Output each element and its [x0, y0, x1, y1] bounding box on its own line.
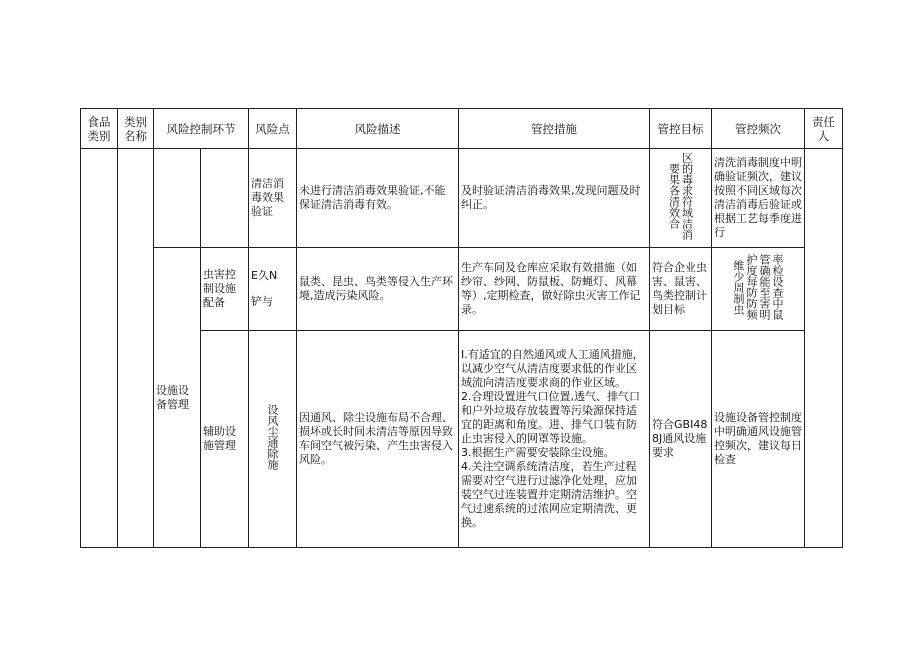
cell-stage1-facility: 设施设备管理: [154, 248, 201, 548]
row-pest: [81, 248, 843, 331]
cell-frequency-cleaning: 清洗消毒制度中明确验证频次，建议按照不同区域每次清洁消毒后验证或根据工艺每季度进行: [712, 149, 805, 248]
header-row: [81, 109, 843, 149]
point-pest-line-a: E久N: [251, 269, 278, 282]
cell-stage2-aux: 辅助设施管理: [201, 331, 249, 548]
cell-stage2-pest: 虫害控制设施配备: [201, 248, 249, 331]
frequency-pest-text: 率检设查中鼠管确能至害明护度每防防频维少周制虫: [732, 254, 784, 320]
header-risk-desc: 风险描述: [297, 109, 459, 149]
target-cleaning-text: 区的毒求符域洁消要果各清效合: [667, 152, 694, 240]
header-risk-point: 风险点: [249, 109, 297, 149]
header-category-name: 类别 名称: [118, 109, 154, 149]
row-cleaning: [81, 149, 843, 248]
cell-stage1-cleaning: [154, 149, 201, 248]
cell-food-category: [81, 149, 118, 548]
cell-point-aux: [249, 331, 297, 548]
cell-measure-pest: 生产车间及仓库应采取有效措施（如纱帘、纱网、防鼠板、防蝇灯、风幕等）,定期检查，做好除虫灭害工作记录。: [459, 248, 650, 331]
cell-point-cleaning: 清洁消毒效果验证: [249, 149, 297, 248]
cell-desc-aux: 因通风、除尘设施布局不合理、损坏或长时间未清洁等原因导致车间空气被污染、产生虫害侵入风险。: [297, 331, 459, 548]
risk-control-table: [80, 108, 843, 548]
point-pest-line-b: 铲与: [251, 295, 273, 308]
cell-stage2-cleaning: [201, 149, 249, 248]
cell-desc-pest: 鼠类、昆虫、鸟类等侵入生产环境,造成污染风险。: [297, 248, 459, 331]
cell-measure-aux: I.有适宜的自然通风或人工通风措施，以减少空气从清洁度要求低的作业区域流向清洁度要求商的作业区域。 2.合理设置进气口位置,透气、排气口和户外垃圾存放装置等污染源保持适宜的距离和角度。进、排气口装有防止虫害侵入的网罩等设施。 3.根据生产需要安装除尘设施。 4.关注空调系统清洁度，若生产过程需要对空气进行过滤净化处理，应加装空气过连装置并定期清洁维护。空气过速系统的过浓网应定期清洗、更换。: [459, 331, 650, 548]
point-aux-text: 设风尘通除施: [266, 404, 279, 470]
cell-desc-cleaning: 未进行清洁消毒效果验证,不能保证清洁消毒有效。: [297, 149, 459, 248]
header-owner: 责任人: [805, 109, 843, 149]
header-food-category: 食品 类别: [81, 109, 118, 149]
cell-category-name: [118, 149, 154, 548]
cell-frequency-aux: 设施设备管控制度中明确通风设施管控频次，建议每日检查: [712, 331, 805, 548]
cell-target-cleaning: [650, 149, 712, 248]
cell-owner: [805, 149, 843, 548]
header-measures: 管控措施: [459, 109, 650, 149]
cell-frequency-pest: [712, 248, 805, 331]
cell-target-pest: 符合企业虫害、鼠害、鸟类控制计划目标: [650, 248, 712, 331]
header-target: 管控目标: [650, 109, 712, 149]
header-frequency: 管控频次: [712, 109, 805, 149]
header-risk-stage: 风险控制环节: [154, 109, 249, 149]
cell-measure-cleaning: 及时验证清洁消毒效果,发现问题及时纠正。: [459, 149, 650, 248]
cell-point-pest: [249, 248, 297, 331]
cell-target-aux: 符合GBI488J通风设施要求: [650, 331, 712, 548]
